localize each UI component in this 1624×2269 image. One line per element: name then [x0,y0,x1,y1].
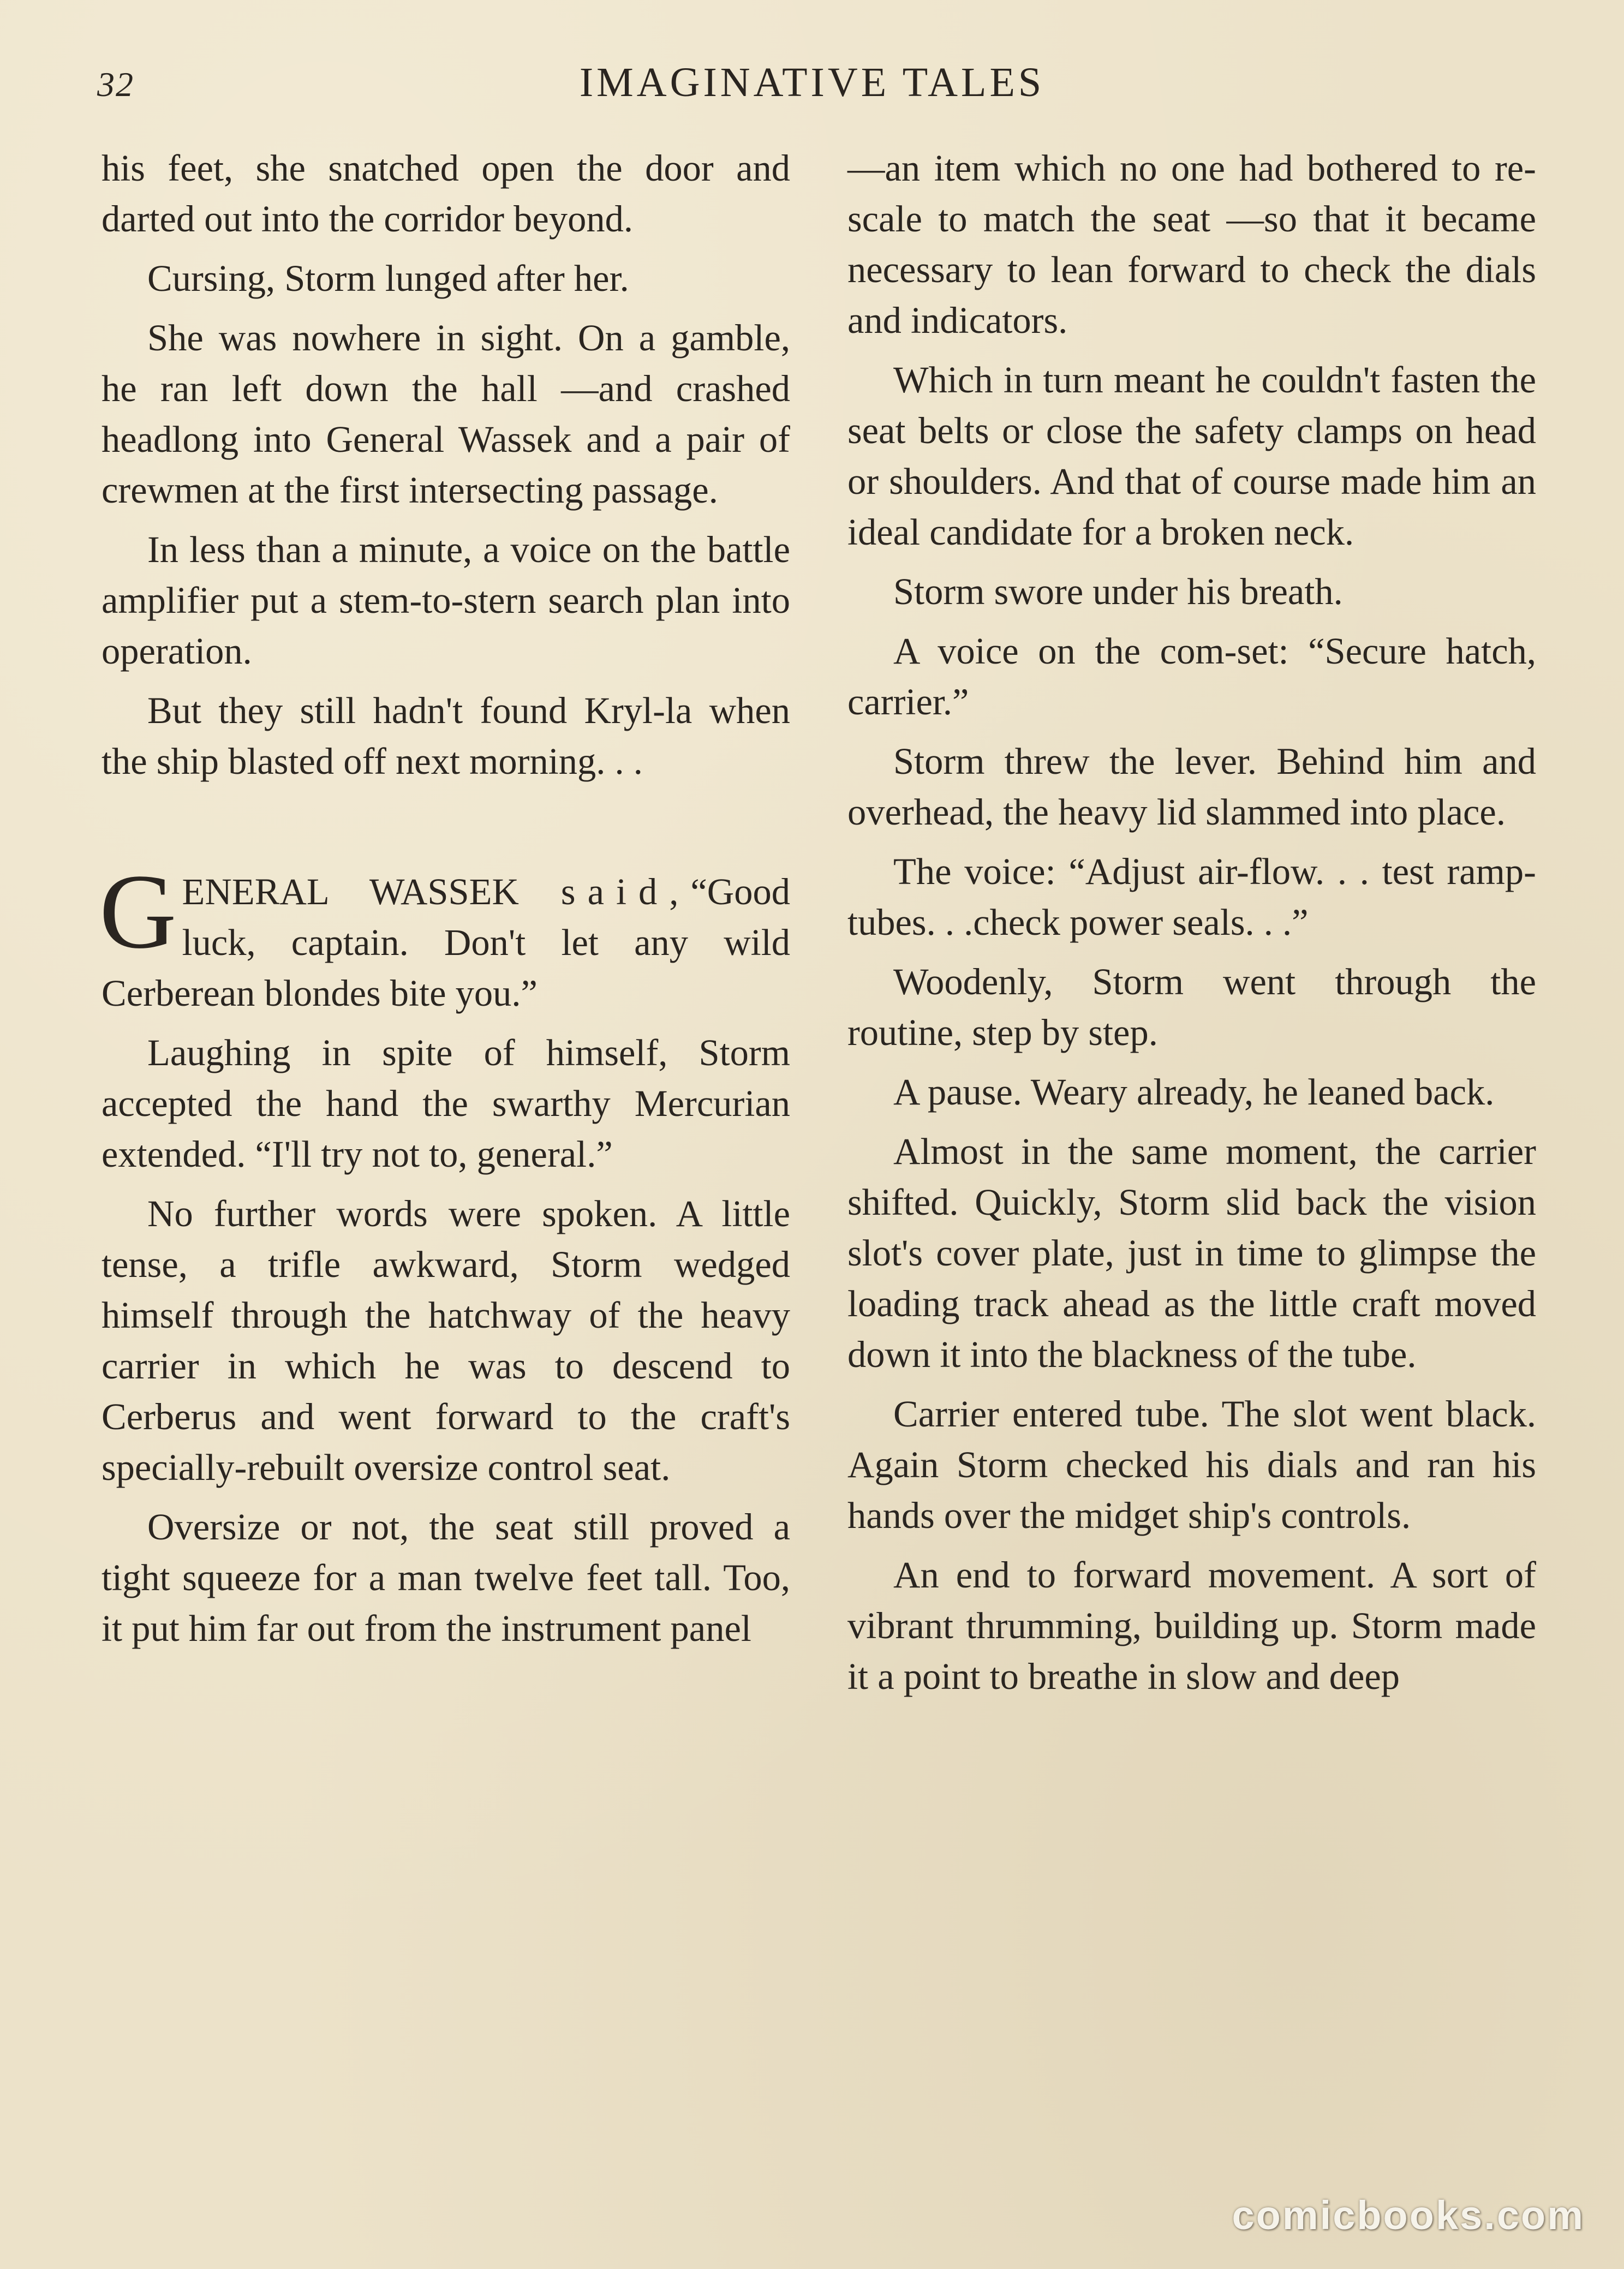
paragraph: But they still hadn't found Kryl-la when the ship blasted off next morning. . . [101,690,790,782]
paragraph: Which in turn meant he couldn't fasten the seat belts or close the safety clamps on head or shoulders. And that of course made him an ideal candidate for a broken neck. [847,359,1536,553]
paragraph: Woodenly, Storm went through the routine, step by step. [847,961,1536,1053]
paragraph: No further words were spoken. A little tense, a trifle awkward, Storm wedged himself through the hatchway of the heavy carrier in which he was to descend to Cerberus and went forward to the craft's specially-rebuilt oversize control seat. [101,1193,790,1488]
right-column [847,143,1536,1711]
paragraph: A pause. Weary already, he leaned back. [893,1071,1495,1113]
watermark: comicbooks.com [1232,2193,1585,2238]
paragraph: his feet, she snatched open the door and darted out into the corridor beyond. [101,147,790,240]
paragraph: Carrier entered tube. The slot went black. Again Storm checked his dials and ran his hands over the midget ship's controls. [847,1393,1536,1536]
lead-in-caps: ENERAL WASSEK [182,871,519,912]
paragraph: Cursing, Storm lunged after her. [147,258,629,299]
paragraph: In less than a minute, a voice on the battle amplifier put a stem-to-stern search plan into operation. [101,529,790,672]
said-word: said, [560,871,691,912]
paragraph: Storm swore under his breath. [893,571,1343,612]
paragraph: Laughing in spite of himself, Storm accepted the hand the swarthy Mercurian extended. “I'll try not to, general.” [101,1032,790,1175]
paragraph: She was nowhere in sight. On a gamble, he ran left down the hall —and crashed headlong into General Wassek and a pair of crewmen at the first intersecting passage. [101,317,790,511]
drop-cap: G [99,852,177,971]
paragraph-body: “Good luck, captain. Don't let any wild Cerberean blondes bite you.” [101,871,790,1014]
paragraph: A voice on the com-set: “Secure hatch, carrier.” [847,630,1536,723]
paragraph: Almost in the same moment, the carrier shifted. Quickly, Storm slid back the vision slot's cover plate, just in time to glimpse the loading track ahead as the little craft moved down it into the blackness of the tube. [847,1131,1536,1375]
paragraph: Oversize or not, the seat still proved a tight squeeze for a man twelve feet tall. Too, it put him far out from the instrument panel [101,1506,790,1649]
paragraph: Storm threw the lever. Behind him and overhead, the heavy lid slammed into place. [847,741,1536,833]
paragraph: An end to forward movement. A sort of vibrant thrumming, building up. Storm made it a point to breathe in slow and deep [847,1554,1536,1697]
section-break [101,796,790,867]
paragraph: The voice: “Adjust air-flow. . . test ramp-tubes. . .check power seals. . .” [847,851,1536,943]
left-column [101,143,790,1663]
paragraph: —an item which no one had bothered to re-scale to match the seat —so that it became necessary to lean forward to check the dials and indicators. [847,147,1536,341]
page-number: 32 [97,65,134,104]
running-head: IMAGINATIVE TALES [579,59,1045,105]
section-opening-paragraph [99,852,790,1019]
